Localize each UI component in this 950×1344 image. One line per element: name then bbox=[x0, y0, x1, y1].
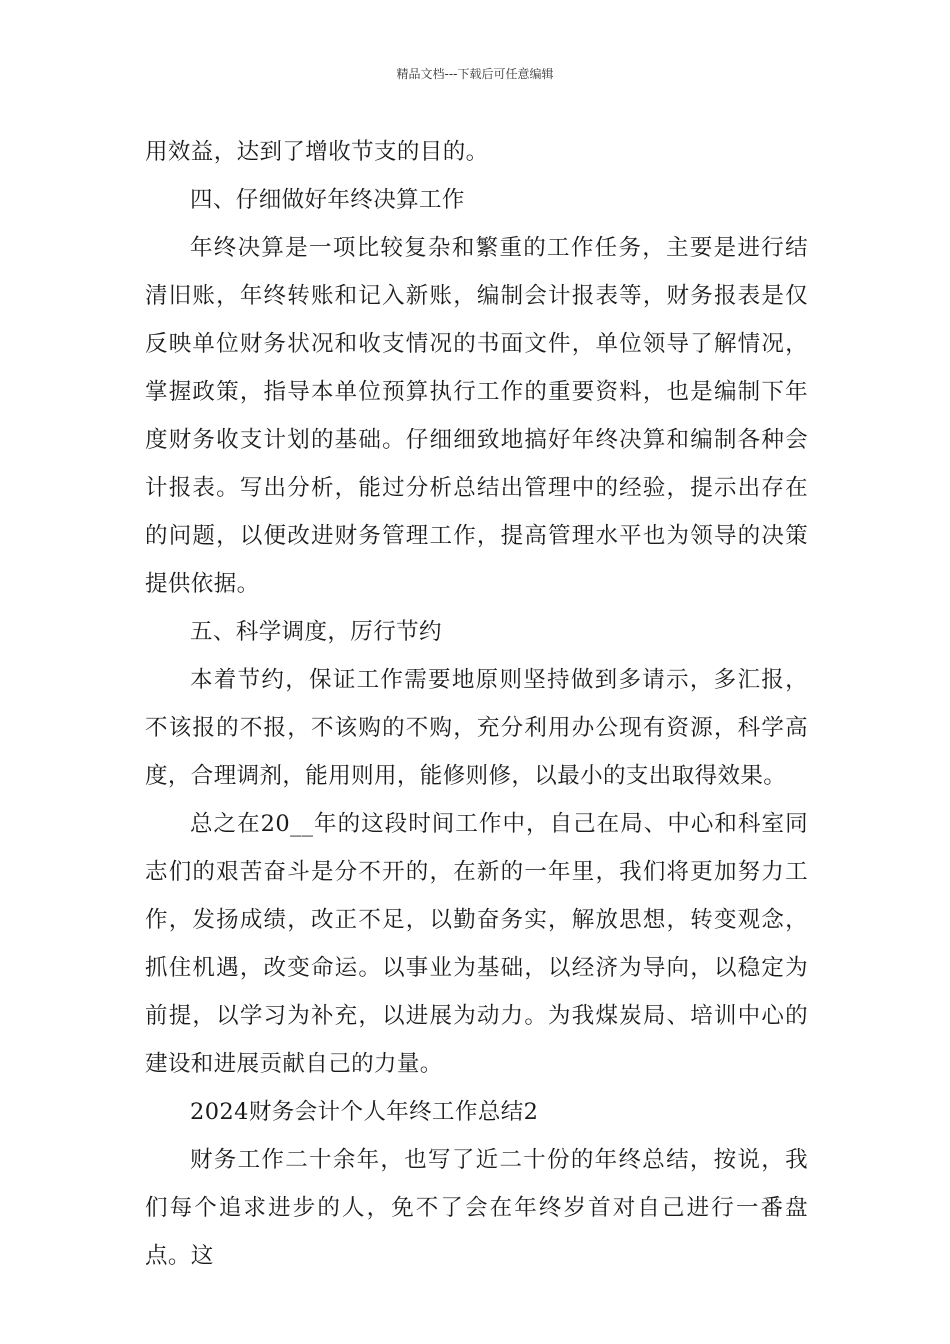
paragraph-economy: 本着节约，保证工作需要地原则坚持做到多请示，多汇报，不该报的不报，不该购的不购，充分利用办公现有资源，科学高度，合理调剂，能用则用，能修则修，以最小的支出取得效果。 bbox=[145, 667, 808, 789]
document-title-2: 2024财务会计个人年终工作总结2 bbox=[190, 1099, 539, 1125]
paragraph-year-end-accounts: 年终决算是一项比较复杂和繁重的工作任务，主要是进行结清旧账，年终转账和记入新账，编制会计报表等，财务报表是仅反映单位财务状况和收支情况的书面文件，单位领导了解情况，掌握政策，指导本单位预算执行工作的重要资料，也是编制下年度财务收支计划的基础。仔细细致地搞好年终决算和编制各种会计报表。写出分析，能过分析总结出管理中的经验，提示出存在的问题，以便改进财务管理工作，提高管理水平也为领导的决策提供依据。 bbox=[145, 235, 808, 597]
section-heading-4: 四、仔细做好年终决算工作 bbox=[190, 187, 465, 213]
paragraph-intro-2: 财务工作二十余年，也写了近二十份的年终总结，按说，我们每个追求进步的人，免不了会在年终岁首对自己进行一番盘点。这 bbox=[145, 1147, 808, 1269]
document-body bbox=[145, 128, 808, 1280]
section-heading-5: 五、科学调度，厉行节约 bbox=[190, 619, 442, 645]
page-header: 精品文档---下载后可任意编辑 bbox=[396, 67, 554, 81]
paragraph-continued: 用效益，达到了增收节支的目的。 bbox=[145, 139, 489, 165]
paragraph-conclusion: 总之在20__年的这段时间工作中，自己在局、中心和科室同志们的艰苦奋斗是分不开的，在新的一年里，我们将更加努力工作，发扬成绩，改正不足，以勤奋务实，解放思想，转变观念，抓住机遇，改变命运。以事业为基础，以经济为导向，以稳定为前提，以学习为补充，以进展为动力。为我煤炭局、培训中心的建设和进展贡献自己的力量。 bbox=[145, 811, 808, 1077]
